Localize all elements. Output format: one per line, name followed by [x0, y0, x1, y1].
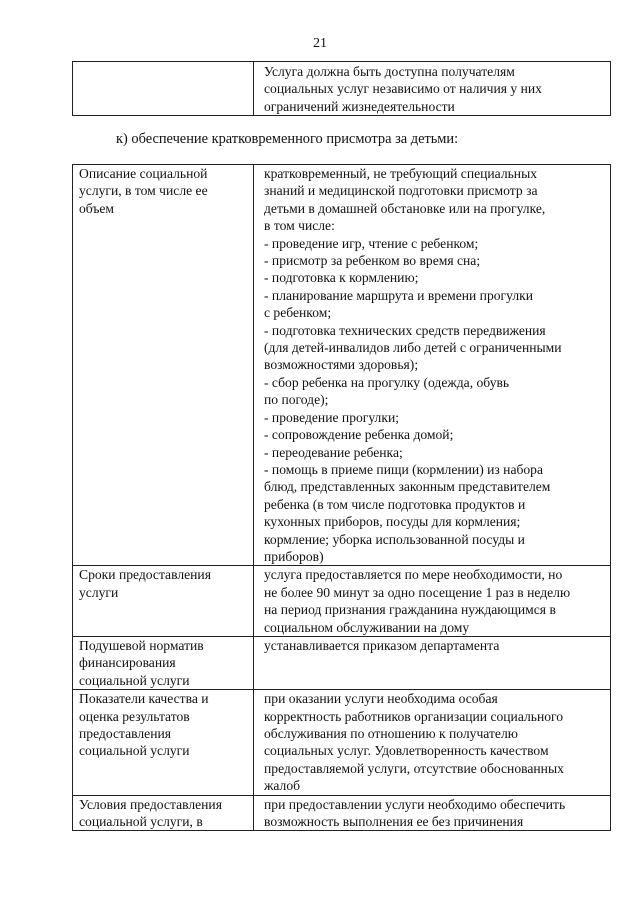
value-line: социальных услуг. Удовлетворенность качеством: [264, 743, 549, 759]
row-value-cell: [254, 566, 611, 637]
label-line: Условия предоставления: [79, 796, 222, 812]
text-line: Услуга должна быть доступна получателям: [264, 64, 515, 79]
text-line: ограничений жизнедеятельности: [264, 98, 455, 114]
page-number: 21: [313, 36, 327, 51]
label-line: социальной услуги: [79, 743, 190, 759]
value-line: не более 90 минут за одно посещение 1 раз в неделю: [264, 584, 571, 600]
label-line: финансирования: [79, 655, 176, 671]
value-line: возможность выполнения ее без причинения: [264, 814, 524, 830]
label-line: социальной услуги: [79, 672, 190, 688]
value-line: по погоде);: [264, 392, 329, 408]
label-line: услуги, в том числе ее: [79, 183, 208, 199]
value-line: - подготовка к кормлению;: [264, 270, 419, 286]
row-value-cell: [254, 690, 611, 795]
value-line: детьми в домашней обстановке или на прогулке,: [264, 200, 546, 216]
value-line: кратковременный, не требующий специальных: [264, 166, 538, 181]
value-line: на период признания гражданина нуждающимся в: [264, 602, 556, 618]
empty-left-cell: [73, 62, 254, 116]
value-line: ребенка (в том числе подготовка продуктов и: [264, 496, 526, 512]
continuation-table: [72, 61, 611, 116]
value-line: в том числе:: [264, 218, 335, 234]
table-row: [73, 62, 611, 116]
value-line: кормление; уборка использованной посуды и: [264, 531, 525, 547]
row-label-cell: [73, 566, 254, 637]
label-line: предоставления: [79, 726, 172, 741]
label-line: социальной услуги, в: [79, 814, 203, 830]
value-line: предоставляемой услуги, отсутствие обоснованных: [264, 760, 564, 776]
value-line: при предоставлении услуги необходимо обеспечить: [264, 796, 566, 812]
label-line: объем: [79, 200, 115, 216]
label-line: оценка результатов: [79, 708, 190, 724]
label-line: услуги: [79, 584, 119, 600]
label-line: Показатели качества и: [79, 691, 209, 707]
value-line: обслуживания по отношению к получателю: [264, 726, 518, 741]
row-value-cell: [254, 165, 611, 566]
value-line: кухонных приборов, посуды для кормления;: [264, 514, 521, 530]
label-line: Сроки предоставления: [79, 567, 211, 583]
row-label-cell: [73, 795, 254, 831]
value-line: - проведение игр, чтение с ребенком;: [264, 235, 479, 251]
text-line: социальных услуг независимо от наличия у них: [264, 81, 542, 97]
value-line: - проведение прогулки;: [264, 409, 400, 425]
value-line: - помощь в приеме пищи (кормлении) из набора: [264, 461, 544, 477]
value-line: корректность работников организации социального: [264, 708, 564, 724]
table-row: [73, 165, 611, 566]
row-value-cell: [254, 636, 611, 689]
table-row: [73, 690, 611, 795]
value-line: с ребенком;: [264, 305, 332, 321]
label-line: Описание социальной: [79, 166, 208, 181]
value-line: при оказании услуги необходима особая: [264, 691, 498, 707]
table-row: [73, 636, 611, 689]
value-line: - присмотр за ребенком во время сна;: [264, 253, 481, 269]
value-line: социальном обслуживании на дому: [264, 619, 470, 635]
value-line: возможностями здоровья);: [264, 357, 419, 373]
row-label-cell: [73, 165, 254, 566]
value-line: знаний и медицинской подготовки присмотр за: [264, 183, 538, 199]
value-line: устанавливается приказом департамента: [264, 637, 500, 653]
value-line: услуга предоставляется по мере необходимости, но: [264, 567, 563, 583]
right-cell: [254, 62, 611, 116]
value-line: (для детей-инвалидов либо детей с ограниченными: [264, 340, 562, 356]
value-line: - подготовка технических средств передвижения: [264, 322, 546, 338]
value-line: - сопровождение ребенка домой;: [264, 427, 454, 443]
table-row: [73, 566, 611, 637]
value-line: блюд, представленных законным представителем: [264, 479, 551, 495]
value-line: - сбор ребенка на прогулку (одежда, обувь: [264, 374, 510, 390]
table-row: [73, 795, 611, 831]
service-table: [72, 164, 611, 831]
value-line: жалоб: [264, 778, 301, 794]
row-label-cell: [73, 636, 254, 689]
value-line: - переодевание ребенка;: [264, 444, 403, 460]
row-value-cell: [254, 795, 611, 831]
label-line: Подушевой норматив: [79, 637, 204, 653]
row-label-cell: [73, 690, 254, 795]
value-line: приборов): [264, 548, 324, 564]
section-heading: к) обеспечение кратковременного присмотра за детьми:: [116, 131, 459, 147]
value-line: - планирование маршрута и времени прогулки: [264, 287, 533, 303]
